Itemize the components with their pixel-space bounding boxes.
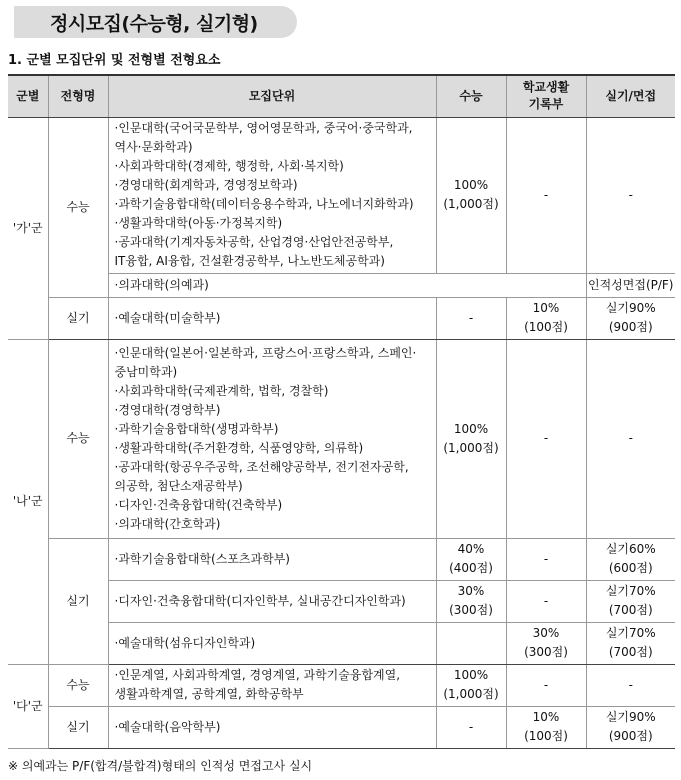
cell-text-line: (1,000점) [443,440,499,455]
header-type: 전형명 [48,75,108,117]
cell-text-line: (100점) [524,729,568,743]
table-row [8,538,675,580]
type-cell: 수능 [48,664,108,706]
practical-cell: - [586,117,675,273]
cell-text-line: ·인문대학(일본어·일본학과, 프랑스어·프랑스학과, 스페인· [114,345,417,360]
cell-text-line: ·의과대학(간호학과) [114,516,221,531]
cell-text-line: 30% [532,626,560,640]
record-cell: - [506,339,586,538]
cell-text-line: 10% [532,301,560,315]
record-cell [506,297,586,339]
cell-text-line: 생활과학계열, 공학계열, 화학공학부 [114,687,304,701]
unit-cell: ·의과대학(의예과) [108,273,586,297]
record-cell [506,706,586,748]
table-row [8,664,675,706]
cell-text-line: ·인문대학(국어국문학부, 영어영문학과, 중국어·중국학과, [114,121,413,135]
cell-text-line: 실기70% [605,626,656,640]
header-suneung: 수능 [436,75,506,117]
unit-cell: ·예술대학(미술학부) [108,297,436,339]
unit-cell [108,339,436,538]
practical-cell [586,297,675,339]
practical-cell [586,538,675,580]
cell-text-line: (400점) [449,561,493,575]
cell-text-line: ·공과대학(기계자동차공학, 산업경영·산업안전공학부, [114,235,394,249]
practical-cell [586,706,675,748]
cell-text-line: ·공과대학(항공우주공학, 조선해양공학부, 전기전자공학, [114,459,409,474]
cell-text-line: (1,000점) [443,197,499,211]
cell-text-line: 실기70% [605,584,656,598]
cell-text-line: 30% [457,584,485,598]
cell-text-line: 역사·문화학과) [114,140,193,154]
practical-cell [586,580,675,622]
suneung-cell [436,622,506,664]
header-group: 군별 [8,75,48,117]
unit-cell: ·디자인·건축융합대학(디자인학부, 실내공간디자인학과) [108,580,436,622]
record-cell: - [506,538,586,580]
table-header-row [8,75,675,117]
cell-text-line: 100% [453,178,489,192]
cell-text-line: 실기90% [605,710,656,724]
cell-text-line: 실기90% [605,301,656,315]
cell-text-line: (600점) [608,561,653,575]
header-record-line-1: 학교생활 [522,80,570,95]
practical-cell: - [586,664,675,706]
cell-text-line: (1,000점) [443,687,499,701]
type-cell: 수능 [48,339,108,538]
cell-text-line: ·생활과학대학(주거환경학, 식품영양학, 의류학) [114,440,364,455]
table-row [8,706,675,748]
suneung-cell [436,339,506,538]
cell-text-line: ·경영대학(경영학부) [114,402,221,417]
cell-text-line: (900점) [608,320,653,334]
unit-cell: ·예술대학(음악학부) [108,706,436,748]
type-cell: 수능 [48,117,108,297]
admission-table [8,74,675,749]
practical-cell [586,622,675,664]
record-cell: - [506,664,586,706]
cell-text-line: (900점) [608,729,653,743]
type-cell: 실기 [48,706,108,748]
table-row [8,297,675,339]
record-cell: - [506,117,586,273]
cell-text-line: 100% [453,668,489,682]
table-row [8,580,675,622]
header-record-line-2: 기록부 [528,97,564,112]
unit-cell: ·과학기술융합대학(스포츠과학부) [108,538,436,580]
record-cell: - [506,580,586,622]
group-na: '나'군 [8,339,48,664]
cell-text-line: ·사회과학대학(경제학, 행정학, 사회·복지학) [114,159,344,173]
section-heading: 1. 군별 모집단위 및 전형별 전형요소 [8,53,221,68]
cell-text-line: (700점) [608,603,653,617]
header-practical: 실기/면접 [586,75,675,117]
suneung-cell [436,664,506,706]
unit-cell [108,664,436,706]
suneung-cell: - [436,706,506,748]
cell-text-line: ·디자인·건축융합대학(건축학부) [114,497,283,512]
header-unit: 모집단위 [108,75,436,117]
cell-text-line: ·인문계열, 사회과학계열, 경영계열, 과학기술융합계열, [114,668,401,682]
suneung-cell [436,538,506,580]
cell-text-line: 중남미학과) [114,364,178,379]
cell-text-line: 의공학, 첨단소재공학부) [114,478,243,493]
header-record [506,75,586,117]
cell-text-line: ·사회과학대학(국제관계학, 법학, 경찰학) [114,383,329,398]
suneung-cell [436,117,506,273]
practical-cell: - [586,339,675,538]
cell-text-line: ·경영대학(회계학과, 경영정보학과) [114,178,298,192]
cell-text-line: (300점) [524,645,568,659]
practical-cell: 인적성면접(P/F) [586,273,675,297]
group-ga: '가'군 [8,117,48,339]
table-row [8,273,675,297]
cell-text-line: 40% [457,542,485,556]
cell-text-line: ·과학기술융합대학(생명과학부) [114,421,279,436]
cell-text-line: 실기60% [605,542,656,556]
table-row [8,339,675,538]
unit-cell [108,117,436,273]
suneung-cell [436,580,506,622]
group-da: '다'군 [8,664,48,748]
table-row [8,117,675,273]
unit-cell: ·예술대학(섬유디자인학과) [108,622,436,664]
type-cell: 실기 [48,538,108,664]
cell-text-line: (300점) [449,603,493,617]
cell-text-line: 100% [453,421,489,436]
cell-text-line: (700점) [608,645,653,659]
cell-text-line: IT융합, AI융합, 건설환경공학부, 나노반도체공학과) [114,254,385,268]
record-cell [506,622,586,664]
cell-text-line: ·과학기술융합대학(데이터응용수학과, 나노에너지화학과) [114,197,414,211]
suneung-cell: - [436,297,506,339]
footnote: ※ 의예과는 P/F(합격/불합격)형태의 인적성 면접고사 실시 [8,759,313,773]
page-title: 정시모집(수능형, 실기형) [50,13,258,35]
cell-text-line: (100점) [524,320,568,334]
table-row [8,622,675,664]
cell-text-line: 10% [532,710,560,724]
cell-text-line: ·생활과학대학(아동·가정복지학) [114,216,283,230]
type-cell: 실기 [48,297,108,339]
